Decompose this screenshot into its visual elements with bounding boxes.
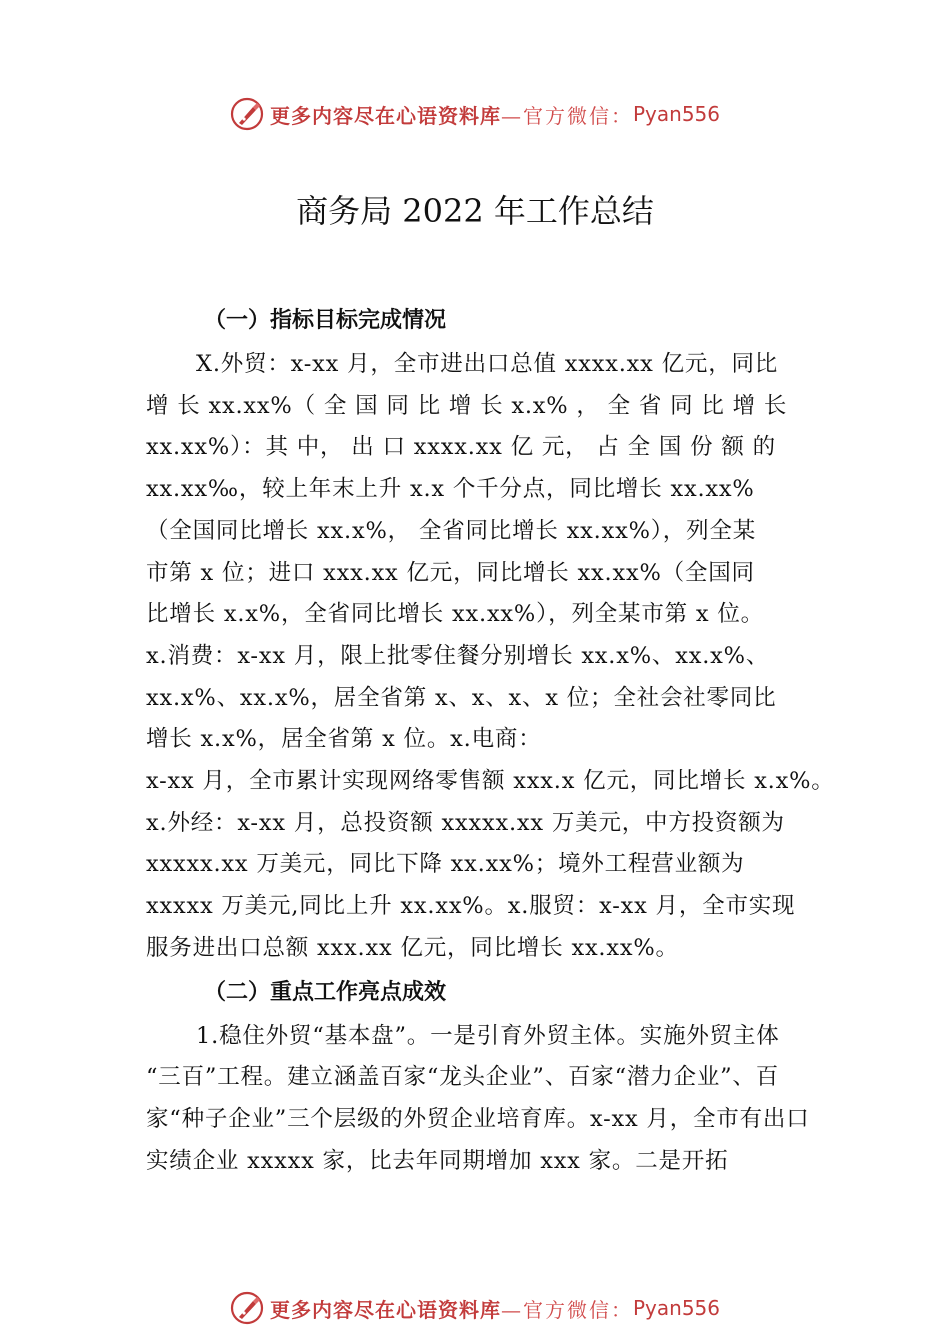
text-line: xx.x%、xx.x%，居全省第 x、x、x、x 位；全社会社零同比 [146, 684, 777, 711]
footer-banner [0, 1288, 950, 1328]
section-2-paragraph [146, 1016, 810, 1183]
text-line: 实绩企业 xxxxx 家，比去年同期增加 xxx 家。二是开拓 [146, 1147, 729, 1174]
text-line: x-xx 月，全市累计实现网络零售额 xxx.x 亿元，同比增长 x.x%。 [146, 768, 835, 795]
text-line: xxxxx 万美元,同比上升 xx.xx%。x.服贸：x-xx 月，全市实现 [146, 893, 796, 920]
text-line: 家“种子企业”三个层级的外贸企业培育库。x-xx 月，全市有出口 [146, 1105, 810, 1132]
text-line: 比增长 x.x%，全省同比增长 xx.xx%），列全某市第 x 位。 [146, 601, 764, 628]
text-line: xx.xx‰，较上年末上升 x.x 个千分点，同比增长 xx.xx% [146, 476, 755, 503]
text-line: x.外经：x-xx 月，总投资额 xxxxx.xx 万美元，中方投资额为 [146, 809, 785, 836]
text-line: 服务进出口总额 xxx.xx 亿元，同比增长 xx.xx%。 [146, 934, 679, 961]
document-body [146, 298, 835, 1182]
pen-nib-logo-icon [230, 1291, 264, 1325]
banner-wechat-id: Pyan556 [632, 1296, 720, 1320]
text-line: 增 长 xx.xx%（ 全 国 同 比 增 长 x.x% ， 全 省 同 比 增 长 [146, 392, 788, 419]
text-line: X.外贸：x-xx 月，全市进出口总值 xxxx.xx 亿元，同比 [196, 351, 779, 377]
document-title: 商务局 2022 年工作总结 [296, 192, 654, 230]
text-line: xx.xx%）：其 中， 出 口 xxxx.xx 亿 元， 占 全 国 份 额 的 [146, 434, 776, 461]
text-line: xxxxx.xx 万美元，同比下降 xx.xx%；境外工程营业额为 [146, 851, 745, 878]
banner-wechat-label: —官方微信： [500, 103, 633, 128]
text-line: 市第 x 位；进口 xxx.xx 亿元，同比增长 xx.xx%（全国同 [146, 559, 755, 586]
text-line: （全国同比增长 xx.x%， 全省同比增长 xx.xx%），列全某 [146, 517, 756, 544]
text-line: x.消费：x-xx 月，限上批零住餐分别增长 xx.x%、xx.x%、 [146, 642, 770, 669]
header-banner [0, 94, 950, 134]
section-1-paragraph [146, 344, 835, 970]
text-line: 增长 x.x%，居全省第 x 位。x.电商： [146, 726, 542, 753]
banner-brand-text: 更多内容尽在心语资料库 [269, 103, 501, 128]
banner-wechat-id: Pyan556 [632, 102, 720, 126]
banner-wechat-label: —官方微信： [500, 1297, 633, 1322]
text-line: 1.稳住外贸“基本盘”。一是引育外贸主体。实施外贸主体 [196, 1022, 780, 1049]
banner-brand-text: 更多内容尽在心语资料库 [269, 1297, 501, 1322]
section-heading-2: （二）重点工作亮点成效 [204, 979, 447, 1005]
pen-nib-logo-icon [230, 97, 264, 131]
section-heading-1: （一）指标目标完成情况 [204, 308, 447, 333]
text-line: “三百”工程。建立涵盖百家“龙头企业”、百家“潜力企业”、百 [146, 1064, 780, 1091]
